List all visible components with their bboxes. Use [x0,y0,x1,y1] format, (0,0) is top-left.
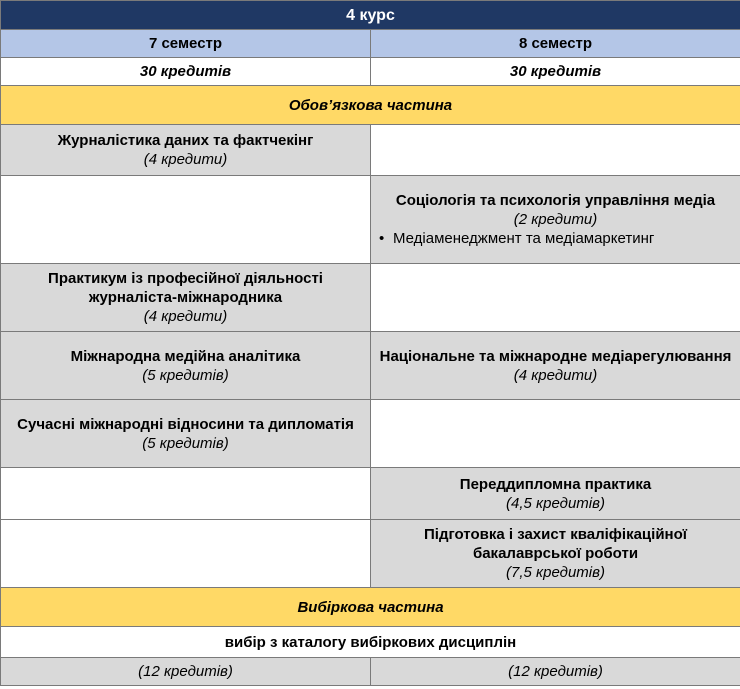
course-row [1,400,740,468]
semester-8-credits: 30 кредитів [371,58,740,86]
course-name: Соціологія та психологія управління медіа [395,192,716,209]
course-name: Переддипломна практика [459,475,652,493]
semester-credits-row [1,58,740,86]
semester-8-course-cell [371,176,740,264]
course-row [1,264,740,332]
semester-7-empty-cell [1,176,371,264]
course-row [1,468,740,520]
semester-7-credits: 30 кредитів [1,58,371,86]
semester-8-empty-cell [371,264,740,332]
elective-catalog-row [1,627,740,658]
semester-header-row [1,30,740,58]
semester-8-course-cell [371,332,740,400]
course-row [1,176,740,264]
course-credits: (4 кредити) [143,308,228,325]
semester-7-course-cell [1,400,371,468]
semester-8-header: 8 семестр [371,30,740,58]
course-header-row [1,1,740,30]
elective-section-title: Вибіркова частина [1,588,740,627]
semester-7-course-cell [1,125,371,176]
course-submodule-item [377,229,734,248]
semester-7-header: 7 семестр [1,30,371,58]
course-name: Національне та міжнародне медіарегулювання [379,347,732,365]
course-credits: (4 кредити) [513,366,598,384]
elective-catalog-text: вибір з каталогу вибіркових дисциплін [1,627,740,658]
course-credits: (5 кредитів) [142,434,229,452]
course-row [1,332,740,400]
semester-8-empty-cell [371,125,740,176]
course-rows [1,125,740,588]
course-row [1,520,740,588]
semester-8-course-cell [371,520,740,588]
semester-7-course-cell [1,264,371,332]
course-credits: (4,5 кредитів) [506,494,605,512]
bullet-icon: • [379,230,385,247]
mandatory-section-title: Обов’язкова частина [1,86,740,125]
course-name: Підготовка і захист кваліфікаційної бакалаврської роботи [424,526,687,562]
course-credits: (2 кредити) [513,211,598,228]
elective-section-row [1,588,740,627]
course-credits: (5 кредитів) [142,366,229,384]
course-title: 4 курс [1,1,740,30]
course-credits: (7,5 кредитів) [506,564,605,581]
semester-8-empty-cell [371,400,740,468]
mandatory-section-row [1,86,740,125]
semester-7-course-cell [1,332,371,400]
semester-8-elective-credits: (12 кредитів) [371,658,740,686]
course-row [1,125,740,176]
semester-8-course-cell [371,468,740,520]
elective-credits-row [1,658,740,686]
course-credits: (4 кредити) [143,151,228,168]
course-name: Практикум із професійної діяльності журналіста-міжнародника [48,270,323,306]
course-name: Сучасні міжнародні відносини та дипломатія [17,415,354,433]
course-submodule-label: Медіаменеджмент та медіамаркетинг [393,230,655,247]
semester-7-elective-credits: (12 кредитів) [1,658,371,686]
semester-7-empty-cell [1,520,371,588]
course-name: Журналістика даних та фактчекінг [57,132,314,149]
course-name: Міжнародна медійна аналітика [70,347,301,365]
semester-7-empty-cell [1,468,371,520]
